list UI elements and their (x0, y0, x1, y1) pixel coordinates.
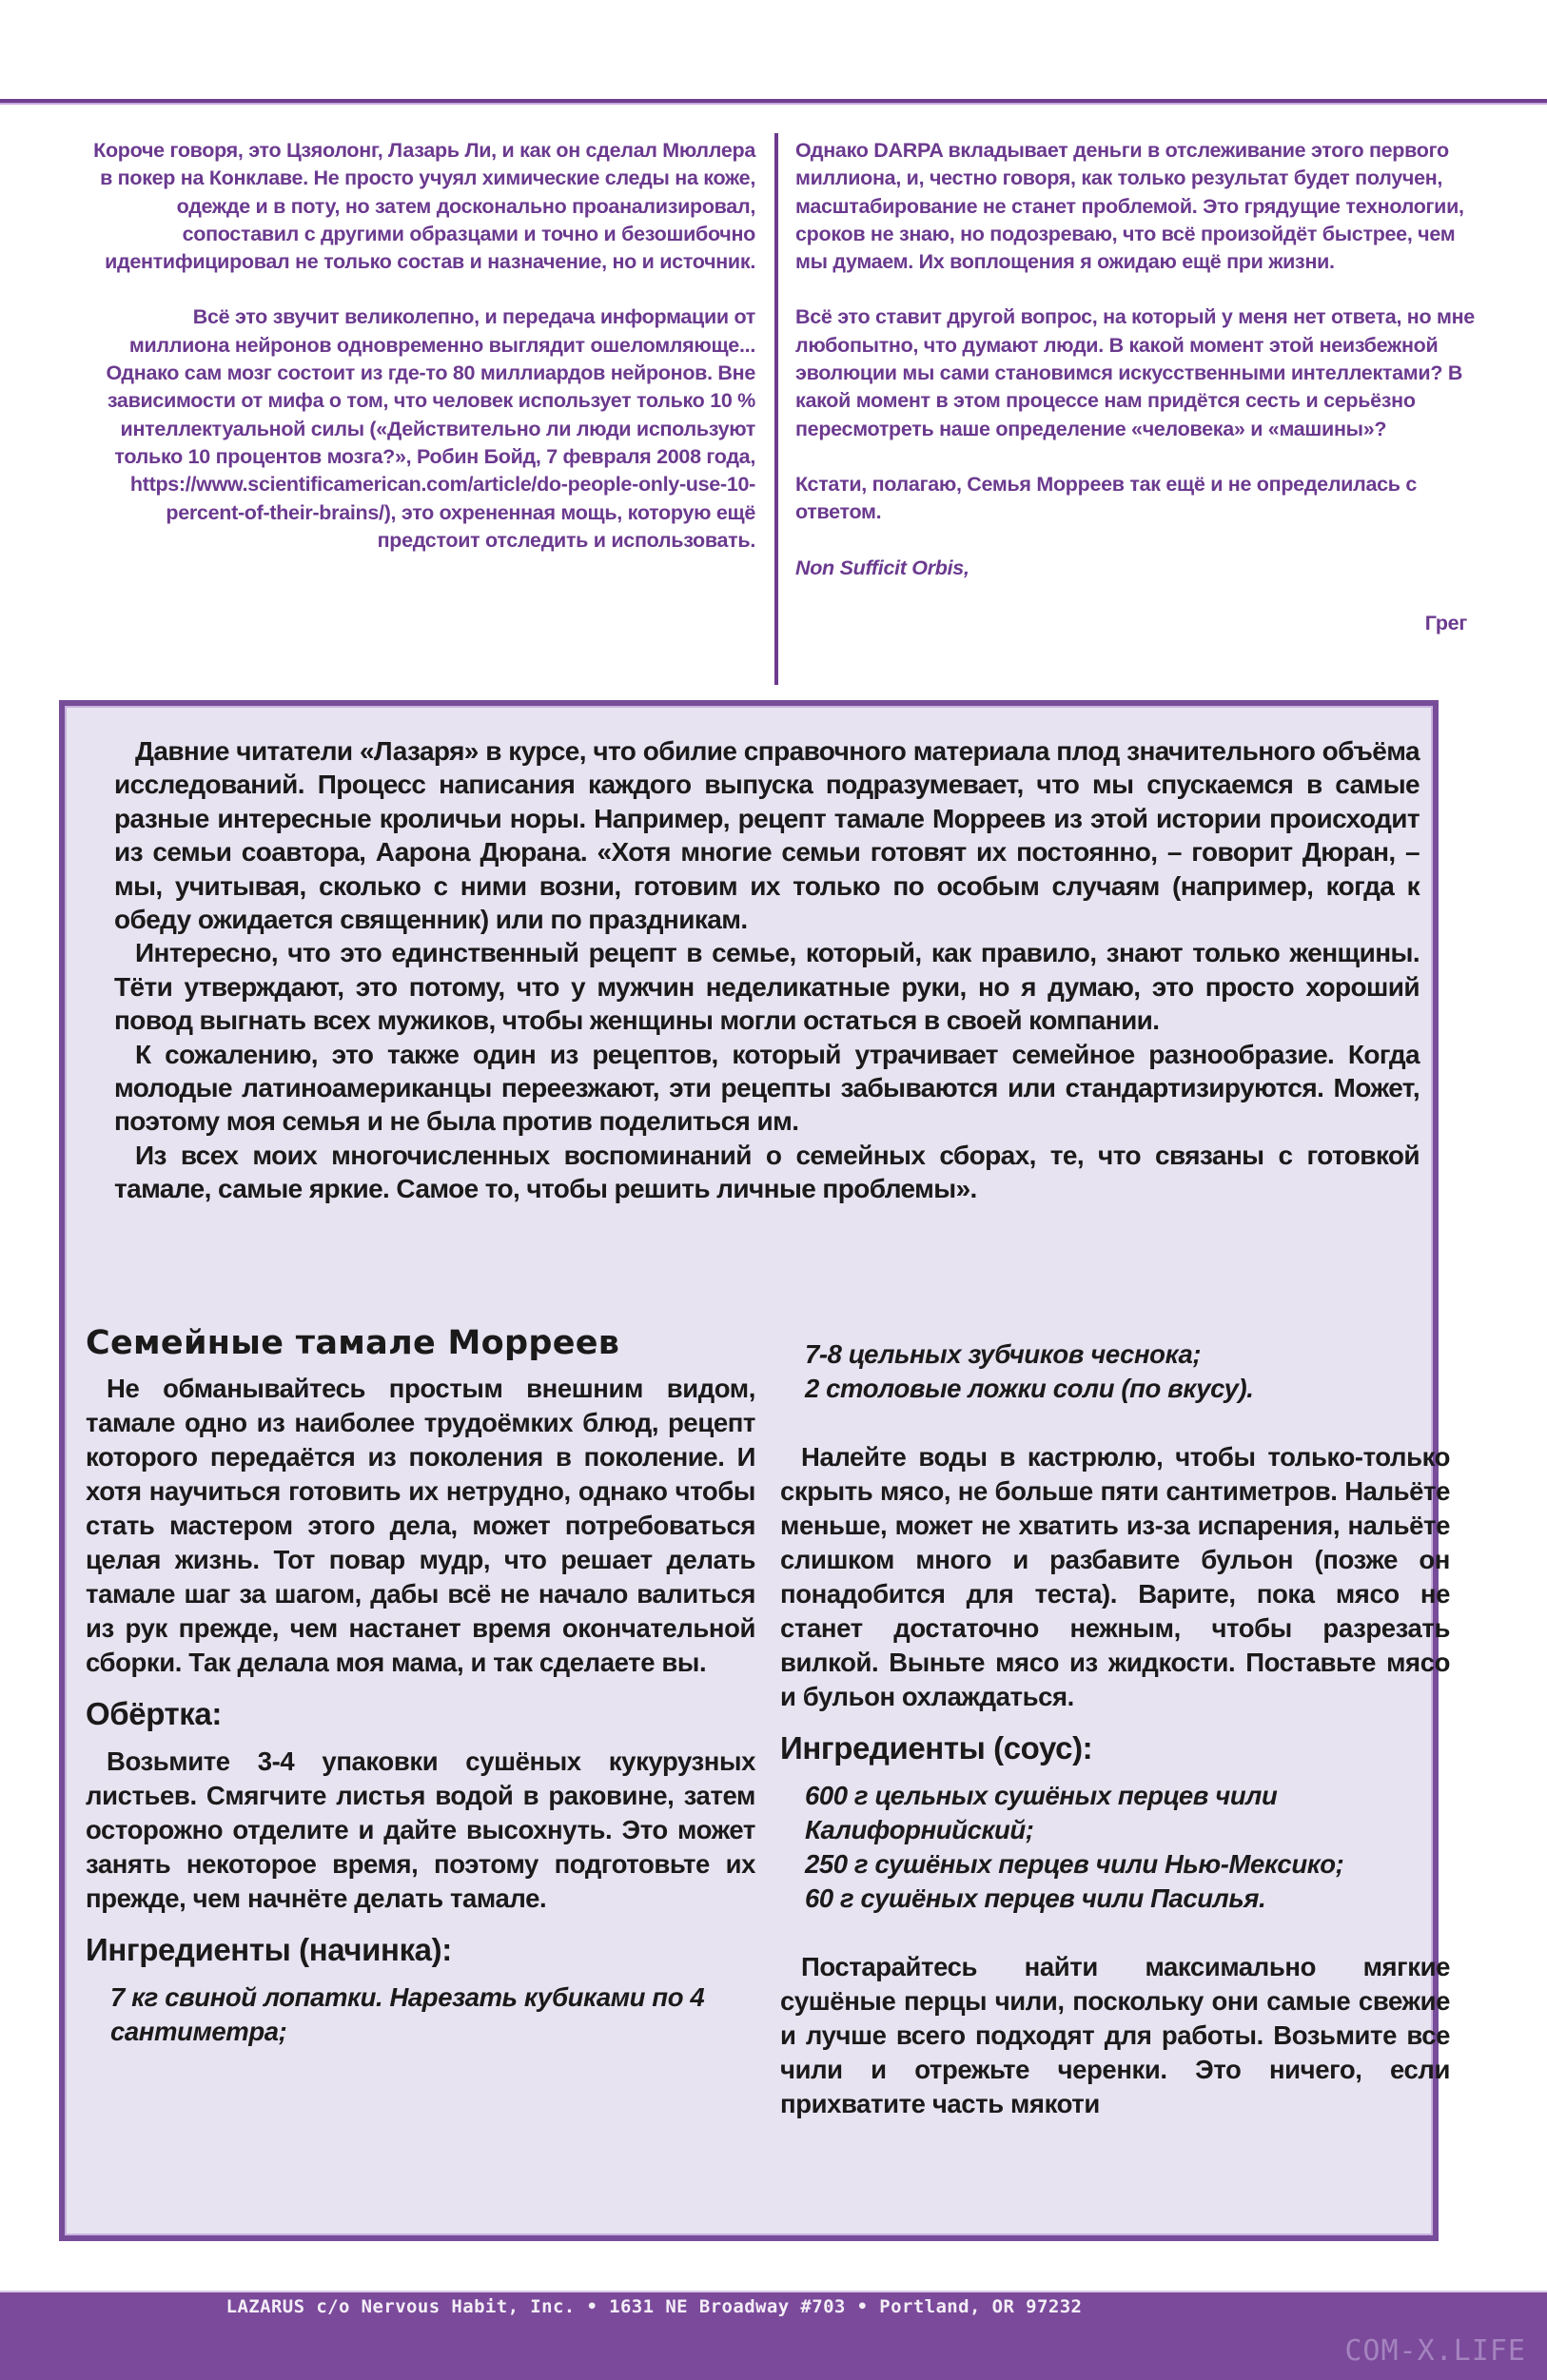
publisher-address: LAZARUS c/o Nervous Habit, Inc. • 1631 NE Broadway #703 • Portland, OR 97232 (225, 2296, 1083, 2317)
intro-paragraph: Из всех моих многочисленных воспоминаний о семейных сборах, те, что связаны с готовкой тамале, самые яркие. Самое то, чтобы решить личные проблемы». (114, 1140, 1420, 1204)
top-divider (0, 99, 1547, 103)
site-watermark: COM-X.LIFE (1344, 2334, 1526, 2368)
letter-left-column (91, 137, 755, 582)
filling-instructions: Налейте воды в кастрюлю, чтобы только-только скрыть мясо, не больше пяти сантиметров. Нальёте меньше, может не хватить из-за испарения, нальёте слишком много и разбавите бульон (позже он понадобится для теста). Варите, пока мясо не станет достаточно нежным, чтобы разрезать вилкой. Выньте мясо из жидкости. Поставьте мясо и бульон охлаждаться. (780, 1442, 1450, 1711)
letter-paragraph: Всё это звучит великолепно, и передача информации от миллиона нейронов одновременно выглядит ошеломляюще... Однако сам мозг состоит из где-то 80 миллиардов нейронов. Вне зависимости от мифа о том, что человек использует только 10 % интеллектуальной силы («Действительно ли люди используют только 10 процентов мозга?», Робин Бойд, 7 февраля 2008 года, https://www.scientificamerican.com/article/do-people-only-use-10-percent-of-their-brains/), это охрененная мощь, которую ещё предстоит отследить и использовать. (106, 305, 755, 552)
recipe-right-column (780, 1337, 1450, 2121)
ingredient-item: 250 г сушёных перцев чили Нью-Мексико; (805, 1849, 1344, 1879)
intro-paragraph: Давние читатели «Лазаря» в курсе, что обилие справочного материала плод значительного объёма исследований. Процесс написания каждого выпуска подразумевает, что мы спускаемся в самые разные интересные кроличьи норы. Например, рецепт тамале Морреев из этой истории происходит из семьи соавтора, Аарона Дюрана. «Хотя многие семьи готовят их постоянно, – говорит Дюран, – мы, учитывая, сколько с ними возни, готовим их только по особым случаям (например, когда к обеду ожидается священник) или по праздникам. (114, 736, 1420, 935)
letter-paragraph: Кстати, полагаю, Семья Морреев так ещё и не определилась с ответом. (795, 472, 1418, 524)
letter-paragraph: Короче говоря, это Цзяолонг, Лазарь Ли, и как он сделал Мюллера в покер на Конклаве. Не просто учуял химические следы на коже, одежде и в поту, но затем досконально проанализировал, сопоставил с другими образцами и точно и безошибочно идентифицировал не только состав и назначение, но и источник. (93, 139, 755, 274)
ingredient-item: 600 г цельных сушёных перцев чили Калифорнийский; (805, 1781, 1278, 1844)
editor-letter (0, 133, 1547, 685)
intro-paragraph: К сожалению, это также один из рецептов, который утрачивает семейное разнообразие. Когда молодые латиноамериканцы переезжают, эти рецепты забываются или стандартизируются. Может, поэтому моя семья и не была против поделиться им. (114, 1039, 1420, 1137)
ingredient-item: 7-8 цельных зубчиков чеснока; (805, 1339, 1202, 1369)
letter-signoff: Non Sufficit Orbis, (795, 556, 969, 579)
filling-heading: Ингредиенты (начинка): (86, 1932, 452, 1967)
letter-paragraph: Всё это ставит другой вопрос, на который у меня нет ответа, но мне любопытно, что думают люди. В какой момент этой неизбежной эволюции мы сами становимся искусственными интеллектами? В какой момент в этом процессе нам придётся сесть и серьёзно пересмотреть наше определение «человека» и «машины»? (795, 305, 1475, 440)
letter-paragraph: Однако DARPA вкладывает деньги в отслеживание этого первого миллиона, и, честно говоря, как только результат будет получен, масштабирование не станет проблемой. Это грядущие технологии, сроков не знаю, но подозреваю, что всё произойдёт быстрее, чем мы думаем. Их воплощения я ожидаю ещё при жизни. (795, 139, 1464, 274)
intro-paragraph: Интересно, что это единственный рецепт в семье, который, как правило, знают только женщины. Тёти утверждают, это потому, что у мужчин неделикатные руки, но я думаю, это просто хороший повод выгнать всех мужиков, чтобы женщины могли остаться в своей компании. (114, 938, 1420, 1036)
page-footer (0, 2291, 1547, 2380)
recipe-title: Семейные тамале Морреев (86, 1324, 620, 1362)
ingredient-item: 2 столовые ложки соли (по вкусу). (805, 1374, 1254, 1403)
sauce-ingredients (780, 1779, 1450, 1916)
filling-ingredients (86, 1980, 755, 2049)
ingredient-item: 7 кг свиной лопатки. Нарезать кубиками по 4 сантиметра; (110, 1982, 705, 2046)
wrapper-heading: Обёртка: (86, 1696, 222, 1731)
filling-ingredients-continued (780, 1337, 1450, 1406)
recipe-left-column (86, 1322, 755, 2049)
letter-signature: Грег (1424, 611, 1467, 634)
recipe-description: Не обманывайтесь простым внешним видом, тамале одно из наиболее трудоёмких блюд, рецепт которого передаётся из поколения в поколение. И хотя научиться готовить их нетрудно, однако чтобы стать мастером этого дела, может потребоваться целая жизнь. Тот повар мудр, что решает делать тамале шаг за шагом, дабы всё не начало валиться из рук прежде, чем настанет время окончательной сборки. Так делала моя мама, и так сделаете вы. (86, 1374, 755, 1677)
letter-right-column (774, 133, 1498, 685)
recipe-box (59, 700, 1450, 2241)
ingredient-item: 60 г сушёных перцев чили Пасилья. (805, 1883, 1266, 1913)
wrapper-text: Возьмите 3-4 упаковки сушёных кукурузных листьев. Смягчите листья водой в раковине, затем осторожно отделите и дайте высохнуть. Это может занять некоторое время, поэтому подготовьте их прежде, чем начнёте делать тамале. (86, 1746, 755, 1913)
sauce-heading: Ингредиенты (соус): (780, 1730, 1093, 1765)
sauce-instructions: Постарайтесь найти максимально мягкие сушёные перцы чили, поскольку они самые свежие и лучше всего подходят для работы. Возьмите все чили и отрежьте черенки. Это ничего, если прихватите часть мякоти (780, 1952, 1450, 2118)
recipe-intro (114, 734, 1420, 1206)
